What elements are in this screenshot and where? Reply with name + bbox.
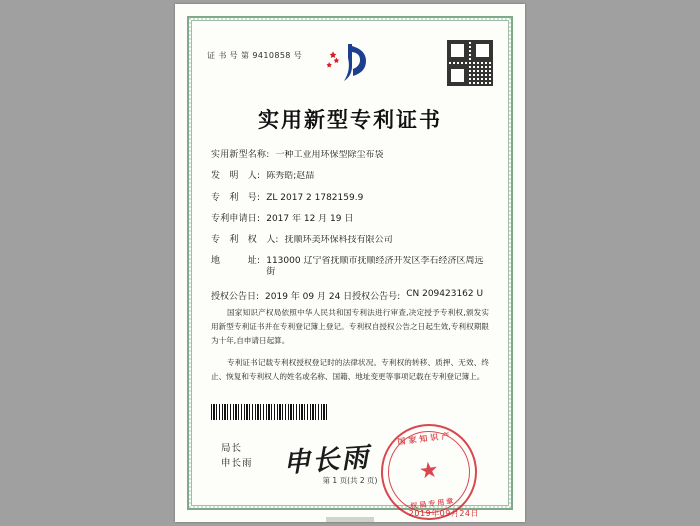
field-label: 授权公告日: [211,291,260,302]
field-value: 113000 辽宁省抚顺市抚顺经济开发区李石经济区周远街 [266,256,484,278]
field-label: 实用新型名称: [211,150,270,160]
signature-name: 申长雨 [221,457,253,469]
field-address [211,256,489,278]
seal-bottom-text: 权局专用章 [410,497,456,511]
handwritten-signature: 申长雨 [282,441,372,479]
field-value: 陈秀皓;赵喆 [266,171,315,182]
page-bottom-marker [326,517,374,522]
cnipa-logo-icon [322,36,378,92]
certificate-content [197,26,503,518]
certificate-page [175,4,525,522]
barcode-icon [211,404,327,420]
field-grant-row [211,289,489,302]
field-label: 专利申请日: [211,213,261,224]
field-grant-publication-number [352,289,489,302]
qr-code-icon [447,40,493,86]
field-grant-date [211,289,352,302]
legal-paragraph-1: 国家知识产权局依照中华人民共和国专利法进行审查,决定授予专利权,颁发实用新型专利证书并在专利登记簿上登记。专利权自授权公告之日起生效,专利权期限为十年,自申请日起算。 [211,308,489,346]
seal-date: 2019年09月24日 [408,509,479,518]
field-value: 2019 年 09 月 24 日 [265,291,353,302]
signature-block [221,442,253,471]
field-utility-model-name [211,150,489,161]
field-patent-number [211,193,489,204]
page-title: 实用新型专利证书 [258,107,442,132]
field-label: 专 利 号: [211,192,261,203]
signature-title: 局长 [221,443,243,454]
field-value: ZL 2017 2 1782159.9 [266,192,364,203]
seal-star-icon: ★ [417,457,441,485]
field-label: 授权公告号: [352,291,401,302]
field-inventor [211,171,489,182]
field-application-date [211,214,489,225]
field-list [211,150,489,312]
seal-top-text: 国家知识产 [397,430,453,447]
field-label: 发 明 人: [211,171,261,182]
legal-paragraph-2: 专利证书记载专利权授权登记时的法律状况。专利权的转移、质押、无效、终止、恢复和专利权人的姓名或名称、国籍、地址变更等事项记载在专利登记簿上。 [211,358,489,382]
field-label: 地 址: [211,256,261,267]
field-value: 一种工业用环保型除尘布袋 [275,150,384,160]
field-label: 专 利 权 人: [211,235,279,246]
page-footer: 第 1 页(共 2 页) [322,476,378,485]
field-value: 抚顺环美环保科技有限公司 [284,235,393,246]
field-value: 2017 年 12 月 19 日 [266,213,354,224]
field-value: CN 209423162 U [406,288,484,299]
field-patentee [211,235,489,246]
certificate-number: 证 书 号 第 9410858 号 [207,51,303,60]
